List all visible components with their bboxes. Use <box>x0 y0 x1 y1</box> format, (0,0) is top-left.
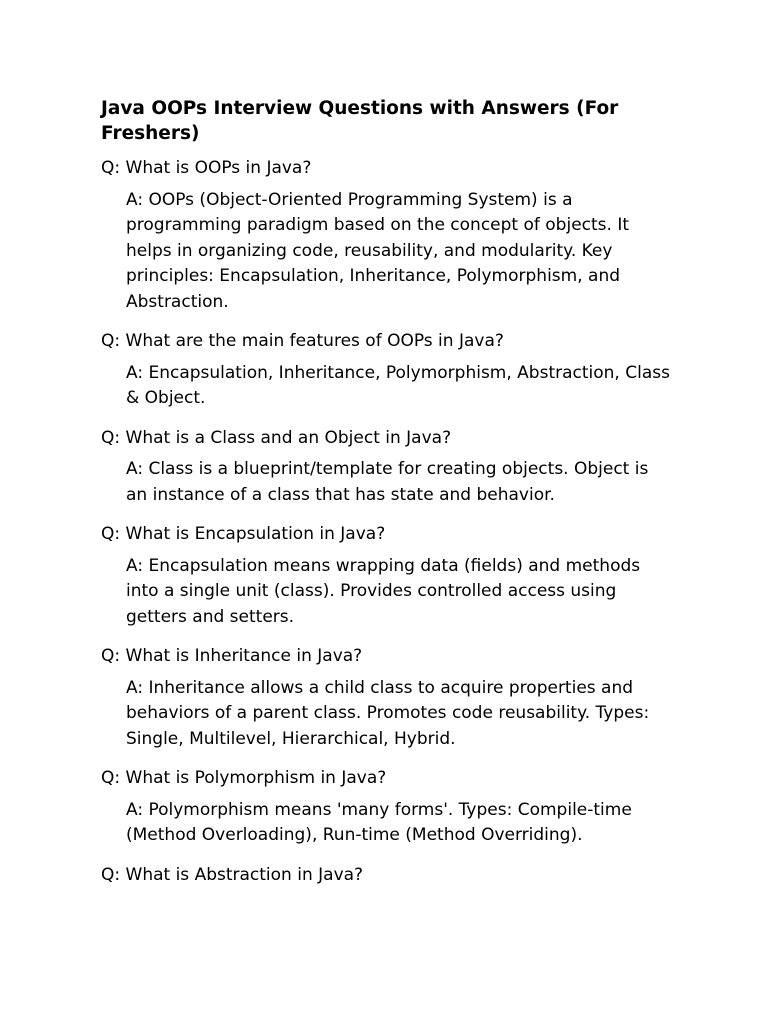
qa-list <box>101 156 671 888</box>
document-page <box>101 96 671 894</box>
answer-text: A: Inheritance allows a child class to acquire properties and behaviors of a parent class. Promotes code reusability. Types: Single, Multilevel, Hierarchical, Hybrid. <box>126 677 650 749</box>
qa-item <box>101 863 671 889</box>
qa-item <box>101 766 671 849</box>
qa-item <box>101 329 671 412</box>
qa-item <box>101 644 671 752</box>
question-text: Q: What is a Class and an Object in Java? <box>101 427 452 448</box>
answer-text: A: Encapsulation means wrapping data (fields) and methods into a single unit (class). Provides controlled access using getters and setters. <box>126 555 641 627</box>
question-text: Q: What is Polymorphism in Java? <box>101 768 387 788</box>
qa-item <box>101 426 671 509</box>
question-text: Q: What is Abstraction in Java? <box>101 864 364 885</box>
question-text: Q: What are the main features of OOPs in Java? <box>101 331 504 351</box>
answer-text: A: Class is a blueprint/template for creating objects. Object is an instance of a class that has state and behavior. <box>126 459 649 505</box>
question-text: Q: What is Inheritance in Java? <box>101 646 363 666</box>
answer-text: A: Polymorphism means 'many forms'. Types: Compile-time (Method Overloading), Run-time (Method Overriding). <box>126 799 632 845</box>
document-title: Java OOPs Interview Questions with Answers (For Freshers) <box>101 98 619 144</box>
question-text: Q: What is Encapsulation in Java? <box>101 524 386 544</box>
question-text: Q: What is OOPs in Java? <box>101 158 312 178</box>
qa-item <box>101 522 671 630</box>
answer-text: A: OOPs (Object-Oriented Programming System) is a programming paradigm based on the concept of objects. It helps in organizing code, reusability, and modularity. Key principles: Encapsulation, Inheritance, Polymorphism, and Abstraction. <box>126 189 630 312</box>
answer-text: A: Encapsulation, Inheritance, Polymorphism, Abstraction, Class & Object. <box>126 362 670 408</box>
qa-item <box>101 156 671 315</box>
